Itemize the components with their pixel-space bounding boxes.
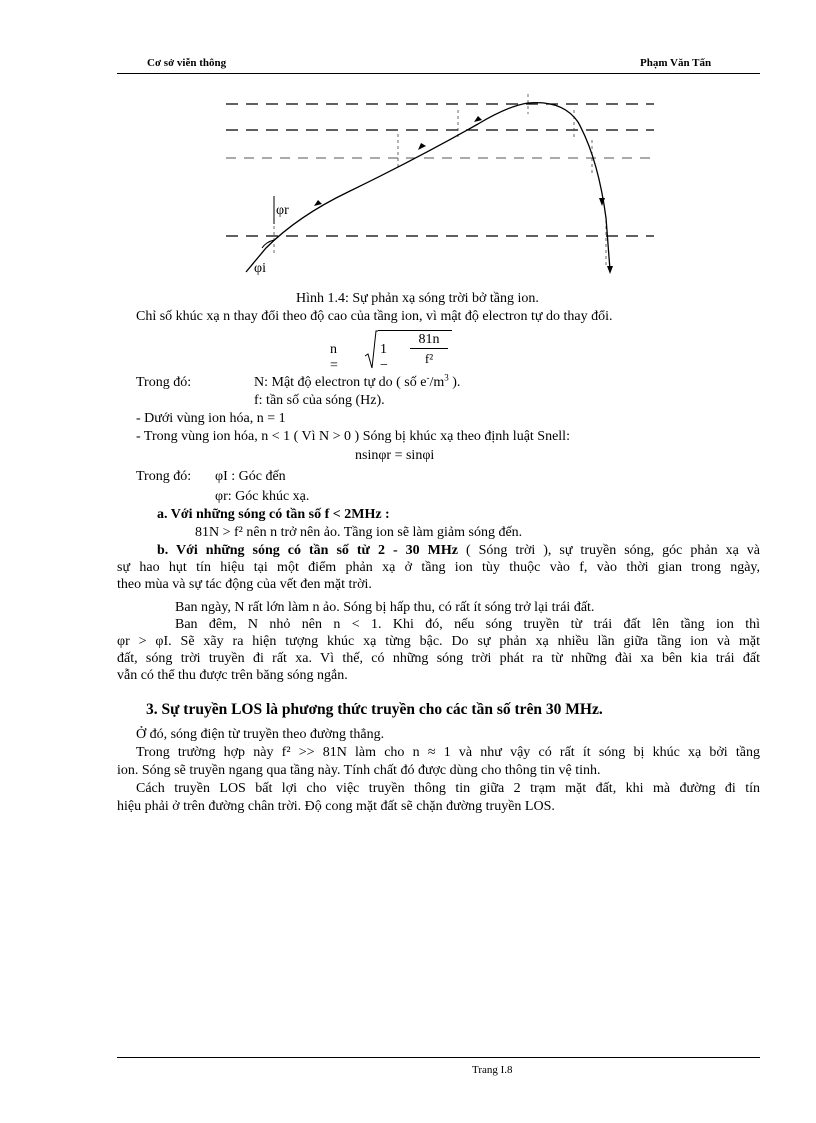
section-3-title: 3. Sự truyền LOS là phương thức truyền cho các tần số trên 30 MHz.: [146, 701, 603, 718]
section-b-night1: Ban đêm, N nhỏ nên n < 1. Khi đó, nếu sóng truyền từ trái đất lên tầng ion thì: [175, 617, 760, 632]
section-3-p3-line1: Cách truyền LOS bất lợi cho việc truyền thông tin giữa 2 trạm mặt đất, khi mà đường đi tín: [136, 781, 760, 796]
section-3-p3-line2: hiệu phải ở trên đường chân trời. Độ cong mặt đất sẽ chặn đường truyền LOS.: [117, 799, 555, 814]
section-b-day: Ban ngày, N rất lớn làm n ảo. Sóng bị hấp thu, có rất ít sóng trở lại trái đất.: [175, 600, 595, 615]
sqrt-sign-icon: [364, 330, 378, 370]
formula-numerator: 81n: [410, 332, 448, 349]
page-number: Trang I.8: [472, 1064, 513, 1076]
footer-rule: [117, 1057, 760, 1058]
bullet-in-ion: - Trong vùng ion hóa, n < 1 ( Vì N > 0 ) Sóng bị khúc xạ theo định luật Snell:: [136, 429, 570, 444]
section-b-line1: b. Với những sóng có tần số từ 2 - 30 MHz ( Sóng trời ), sự truyền sóng, góc phản xạ và: [157, 543, 760, 558]
phi-i-label: φi: [254, 261, 266, 276]
figure-caption: Hình 1.4: Sự phản xạ sóng trời bở tầng ion.: [296, 291, 539, 306]
ionosphere-figure: [218, 88, 658, 288]
phi-i-definition: φI : Góc đến: [215, 469, 286, 484]
intro-text: Chỉ số khúc xạ n thay đổi theo độ cao của tầng ion, vì mật độ electron tự do thay đổi.: [136, 309, 613, 324]
section-3-p2-line1: Trong trường hợp này f² >> 81N làm cho n ≈ 1 và như vậy có rất ít sóng bị khúc xạ bởi tầng: [136, 745, 760, 760]
refraction-diagram: [218, 88, 658, 288]
where-label-2: Trong đó:: [136, 469, 192, 484]
bullet-below-ion: - Dưới vùng ion hóa, n = 1: [136, 411, 286, 426]
formula-one-minus: 1 −: [380, 342, 388, 373]
section-b-night2: φr > φI. Sẽ xãy ra hiện tượng khúc xạ từng bậc. Do sự phản xạ nhiều lần giữa tầng ion và mặt: [117, 634, 760, 649]
section-3-p1: Ở đó, sóng điện từ truyền theo đường thẳng.: [136, 727, 385, 742]
formula-denominator: f²: [424, 351, 434, 366]
snell-law: nsinφr = sinφi: [355, 448, 435, 463]
section-b-line2: sự hao hụt tín hiệu tại một điểm phản xạ ở tầng ion tùy thuộc vào f, vào thời gian trong ngày,: [117, 560, 760, 575]
section-b-night4: vẫn có thể thu được trên băng sóng ngắn.: [117, 668, 348, 683]
section-a-title: a. Với những sóng có tần số f < 2MHz :: [157, 507, 390, 522]
sky-wave-ray: [246, 103, 610, 272]
section-3-p2-line2: ion. Sóng sẽ truyền ngang qua tầng này. Tính chất đó được dùng cho thông tin vệ tinh.: [117, 763, 601, 778]
section-b-night3: đất, sóng trời truyền đi rất xa. Vì thế, có những sóng trời phát ra từ những đài xa bên kia trái đất: [117, 651, 760, 666]
header-right: Phạm Văn Tấn: [640, 57, 712, 69]
where-label-1: Trong đó:: [136, 375, 192, 390]
header-rule: [117, 73, 760, 74]
n-definition: N: Mật độ electron tự do ( số $e^-/m^3$ ).: [254, 372, 461, 390]
phi-r-label: φr: [276, 203, 289, 218]
section-b-line3: theo mùa và sự tác động của vết đen mặt trời.: [117, 577, 372, 592]
f-definition: f: tần số của sóng (Hz).: [254, 393, 385, 408]
section-a-body: 81N > f² nên n trở nên ảo. Tầng ion sẽ làm giảm sóng đến.: [195, 525, 523, 540]
formula-lhs: n =: [330, 342, 338, 373]
header-left: Cơ sở viễn thông: [147, 57, 227, 69]
phi-r-definition: φr: Góc khúc xạ.: [215, 489, 310, 504]
